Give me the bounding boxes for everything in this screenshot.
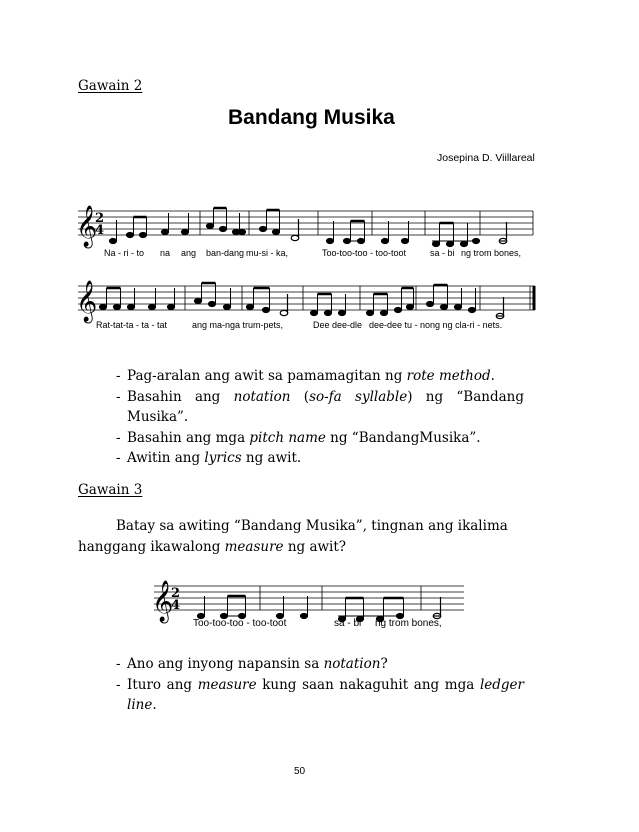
music-staff-1 bbox=[0, 205, 639, 265]
gawain-2-heading: Gawain 2 bbox=[78, 78, 143, 94]
music-staff-3 bbox=[0, 580, 639, 640]
gawain-3-heading: Gawain 3 bbox=[78, 482, 143, 498]
svg-text:4: 4 bbox=[95, 223, 105, 238]
instruction-item: - Basahin ang mga pitch name ng “BandangMusika”. bbox=[116, 428, 524, 449]
gawain-3-lyrics-word: ng trom bones, bbox=[375, 618, 442, 629]
lyrics-line1-word: ang bbox=[181, 248, 197, 258]
instruction-item: - Awitin ang lyrics ng awit. bbox=[116, 448, 524, 469]
treble-clef-icon: 𝄞 bbox=[152, 581, 174, 622]
gawain-3-paragraph: Batay sa awiting “Bandang Musika”, tingnan ang ikalima hanggang ikawalong measure ng awit? bbox=[78, 518, 508, 555]
treble-clef-icon: 𝄞 bbox=[76, 281, 98, 322]
svg-text:2: 2 bbox=[95, 211, 105, 226]
lyrics-line1-word: sa - bi bbox=[430, 248, 455, 258]
composer-name: Josepina D. Viillareal bbox=[437, 152, 535, 164]
song-title: Bandang Musika bbox=[228, 106, 395, 129]
lyrics-line2-word: ang ma-nga trum-pets, bbox=[192, 320, 284, 330]
lyrics-line2-word: Dee dee-dle bbox=[313, 320, 363, 330]
lyrics-line1-word: Na - ri - to bbox=[104, 248, 145, 258]
gawain-3-lyrics-word: sa - bi bbox=[334, 618, 362, 629]
page-number: 50 bbox=[294, 766, 306, 777]
question-item: - Ano ang inyong napansin sa notation? bbox=[116, 654, 524, 675]
lyrics-line1-word: mu-si - ka, bbox=[246, 248, 289, 258]
svg-text:4: 4 bbox=[171, 598, 181, 613]
lyrics-line1-word: ban-dang bbox=[206, 248, 245, 258]
treble-clef-icon: 𝄞 bbox=[76, 206, 98, 247]
lyrics-line2-word: dee-dee tu - nong ng cla-ri - nets. bbox=[369, 320, 503, 330]
lyrics-line1-word: ng trom bones, bbox=[461, 248, 522, 258]
gawain-3-lyrics-word: Too-too-too - too-toot bbox=[193, 618, 287, 629]
instruction-item: - Basahin ang notation (so-fa syllable) ng “Bandang Musika”. bbox=[116, 387, 524, 428]
lyrics-line1-word: na bbox=[160, 248, 171, 258]
gawain-2-instructions bbox=[116, 366, 524, 469]
lyrics-line1-word: Too-too-too - too-toot bbox=[322, 248, 407, 258]
lyrics-line2-word: Rat-tat-ta - ta - tat bbox=[96, 320, 168, 330]
music-staff-2 bbox=[0, 280, 639, 340]
svg-text:2: 2 bbox=[171, 586, 181, 601]
instruction-item: - Pag-aralan ang awit sa pamamagitan ng rote method. bbox=[116, 366, 524, 387]
gawain-3-questions bbox=[116, 654, 524, 716]
question-item: - Ituro ang measure kung saan nakaguhit ang mga ledger line. bbox=[116, 675, 524, 716]
